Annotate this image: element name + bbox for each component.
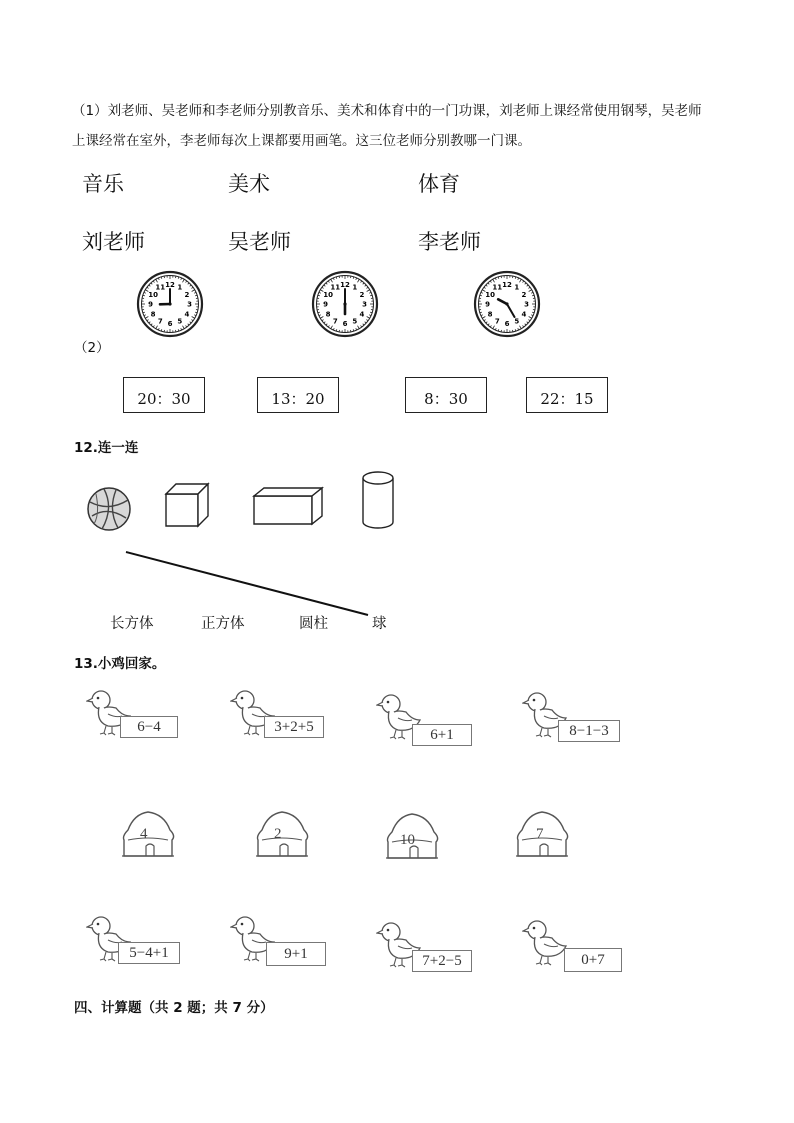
q11-line1: （1）刘老师、吴老师和李老师分别教音乐、美术和体育中的一门功课，刘老师上课经常使用钢琴，吴老师 [72, 103, 702, 119]
chick-expression: 8−1−3 [558, 720, 620, 742]
clock-number: 6 [342, 320, 348, 329]
time-box[interactable]: 8：30 [405, 377, 487, 413]
teacher-wu: 吴老师 [228, 230, 291, 254]
clock-number: 6 [167, 320, 173, 329]
clock-number: 5 [177, 317, 183, 326]
chick-card[interactable] [522, 688, 632, 742]
label-sphere[interactable]: 球 [372, 616, 387, 632]
subject-music: 音乐 [82, 172, 124, 196]
section-title: 四、计算题（共 2 题；共 7 分） [74, 1000, 274, 1016]
clock-number: 3 [524, 300, 529, 309]
clock-number: 2 [521, 290, 527, 299]
clock-number: 1 [352, 283, 358, 292]
house[interactable] [384, 810, 440, 864]
clock-number: 11 [330, 283, 341, 292]
chick-icon [522, 916, 570, 966]
clock-number: 9 [323, 300, 328, 309]
clock-number: 6 [504, 320, 510, 329]
clock-number: 10 [323, 290, 333, 299]
house[interactable] [254, 808, 310, 862]
clock-number: 2 [359, 290, 365, 299]
clock-number: 9 [485, 300, 490, 309]
chick-card[interactable] [230, 686, 340, 740]
house-number: 2 [274, 826, 282, 842]
clock-number: 7 [494, 317, 500, 326]
teacher-li: 李老师 [418, 230, 481, 254]
chick-expression: 9+1 [266, 942, 326, 966]
time-box[interactable]: 22：15 [526, 377, 608, 413]
chick-card[interactable] [522, 916, 632, 970]
clock-number: 5 [514, 317, 520, 326]
clock-number: 10 [148, 290, 158, 299]
house[interactable] [120, 808, 176, 862]
house-icon [120, 808, 176, 862]
clock-number: 11 [492, 283, 503, 292]
clock-number: 12 [340, 281, 350, 290]
house-number: 10 [400, 832, 415, 848]
house-icon [254, 808, 310, 862]
chick-expression: 7+2−5 [412, 950, 472, 972]
chick-expression: 3+2+5 [264, 716, 324, 738]
chick-expression: 6−4 [120, 716, 178, 738]
q13-title: 13.小鸡回家。 [74, 656, 166, 672]
clock-number: 3 [362, 300, 367, 309]
q12-title: 12.连一连 [74, 440, 139, 456]
clock-number: 8 [325, 310, 331, 319]
clock-number: 1 [514, 283, 520, 292]
time-box[interactable]: 20：30 [123, 377, 205, 413]
clock-number: 10 [485, 290, 495, 299]
chick-expression: 6+1 [412, 724, 472, 746]
chick-expression: 0+7 [564, 948, 622, 972]
chick-card[interactable] [86, 912, 196, 966]
chick-card[interactable] [376, 918, 486, 972]
q11-part2-label: （2） [74, 340, 110, 356]
clock-number: 8 [150, 310, 156, 319]
teacher-liu: 刘老师 [82, 230, 145, 254]
clock-number: 7 [157, 317, 163, 326]
clock-number: 1 [177, 283, 183, 292]
label-cuboid[interactable]: 长方体 [110, 616, 154, 632]
q11-line2: 上课经常在室外，李老师每次上课都要用画笔。这三位老师分别教哪一门课。 [72, 133, 531, 149]
label-cube[interactable]: 正方体 [201, 616, 245, 632]
clock-number: 4 [184, 310, 190, 319]
clock-number: 12 [502, 281, 512, 290]
label-cylinder[interactable]: 圆柱 [299, 616, 328, 632]
time-box[interactable]: 13：20 [257, 377, 339, 413]
chick-card[interactable] [376, 690, 486, 744]
subject-art: 美术 [228, 172, 270, 196]
chick-card[interactable] [86, 686, 196, 740]
clock-number: 12 [165, 281, 175, 290]
chick-card[interactable] [230, 912, 340, 966]
clock-number: 9 [148, 300, 153, 309]
house[interactable] [514, 808, 570, 862]
clock-number: 3 [187, 300, 192, 309]
clock-number: 5 [352, 317, 358, 326]
house-number: 4 [140, 826, 148, 842]
clock-number: 4 [521, 310, 527, 319]
clock-number: 4 [359, 310, 365, 319]
clock-number: 7 [332, 317, 338, 326]
house-number: 7 [536, 826, 544, 842]
clock-number: 8 [487, 310, 493, 319]
subject-pe: 体育 [418, 172, 460, 196]
chick-expression: 5−4+1 [118, 942, 180, 964]
clock-number: 11 [155, 283, 166, 292]
clock-number: 2 [184, 290, 190, 299]
